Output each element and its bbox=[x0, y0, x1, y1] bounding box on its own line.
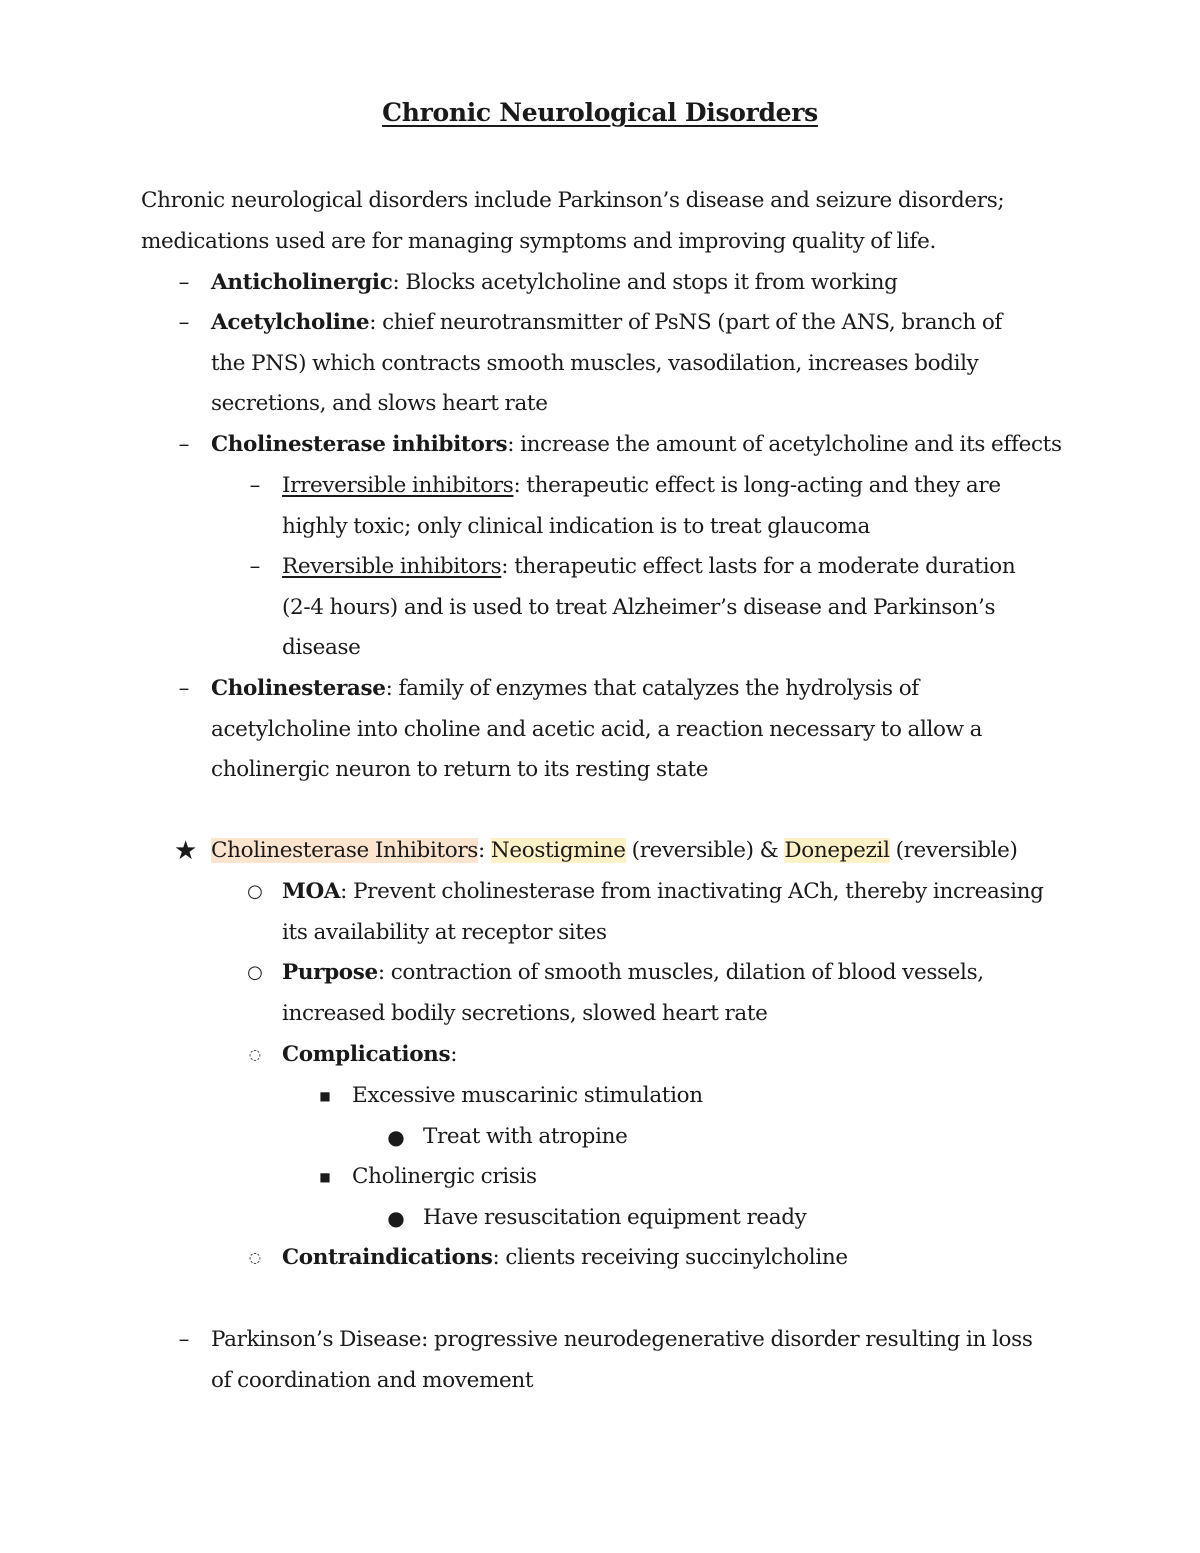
detail-term: Contraindications bbox=[282, 1245, 493, 1270]
dash-marker: – bbox=[249, 473, 261, 498]
circle-marker: ○ bbox=[247, 881, 263, 902]
subdefinition-term: Irreversible inhibitors bbox=[282, 473, 514, 498]
square-marker: ■ bbox=[319, 1089, 331, 1103]
drug-name-donepezil: Donepezil bbox=[784, 838, 890, 863]
circle-marker: ○ bbox=[247, 962, 263, 983]
complication-item: Cholinergic crisis bbox=[352, 1164, 537, 1189]
complication-subitem: Treat with atropine bbox=[423, 1124, 628, 1149]
detail-text: clients receiving succinylcholine bbox=[505, 1245, 848, 1270]
dotted-circle-marker: ◌ bbox=[248, 1250, 262, 1266]
dash-marker: – bbox=[178, 676, 190, 701]
definition-parkinsons: Parkinson’s Disease: progressive neurodegenerative disorder resulting in loss of coordination and movement bbox=[211, 1327, 1033, 1393]
definition-term: Cholinesterase bbox=[211, 676, 386, 701]
page-title: Chronic Neurological Disorders bbox=[382, 98, 818, 127]
definition-cholinesterase-inhibitors: Cholinesterase inhibitors: increase the amount of acetylcholine and its effects bbox=[211, 432, 1062, 457]
definition-cholinesterase: Cholinesterase: family of enzymes that catalyzes the hydrolysis of acetylcholine into choline and acetic acid, a reaction necessary to allow a cholinergic neuron to return to its resting state bbox=[211, 676, 983, 783]
subdefinition-irreversible: Irreversible inhibitors: therapeutic effect is long-acting and they are highly toxic; only clinical indication is to treat glaucoma bbox=[282, 473, 1001, 539]
subdefinition-term: Reversible inhibitors bbox=[282, 554, 502, 579]
definition-text: increase the amount of acetylcholine and its effects bbox=[520, 432, 1062, 457]
dash-marker: – bbox=[178, 1327, 190, 1352]
definition-term: Acetylcholine bbox=[211, 310, 370, 335]
bullet-marker: ● bbox=[387, 1125, 405, 1149]
detail-text: contraction of smooth muscles, dilation of blood vessels, increased bodily secretions, slowed heart rate bbox=[282, 960, 984, 1026]
dash-marker: – bbox=[178, 432, 190, 457]
drug-detail-purpose: Purpose: contraction of smooth muscles, dilation of blood vessels, increased bodily secretions, slowed heart rate bbox=[282, 960, 984, 1026]
subdefinition-text: therapeutic effect is long-acting and they are highly toxic; only clinical indication is to treat glaucoma bbox=[282, 473, 1001, 539]
dash-marker: – bbox=[178, 310, 190, 335]
subdefinition-text: therapeutic effect lasts for a moderate duration (2-4 hours) and is used to treat Alzheimer’s disease and Parkinson’s disease bbox=[282, 554, 1016, 661]
drug-detail-contraindications: Contraindications: clients receiving succinylcholine bbox=[282, 1245, 848, 1270]
drug-detail-moa: MOA: Prevent cholinesterase from inactivating ACh, thereby increasing its availability at receptor sites bbox=[282, 879, 1044, 945]
definition-term: Anticholinergic bbox=[211, 270, 393, 295]
complication-item: Excessive muscarinic stimulation bbox=[352, 1083, 703, 1108]
detail-term: Purpose bbox=[282, 960, 378, 985]
square-marker: ■ bbox=[319, 1170, 331, 1184]
subdefinition-reversible: Reversible inhibitors: therapeutic effect lasts for a moderate duration (2-4 hours) and is used to treat Alzheimer’s disease and Parkinson’s disease bbox=[282, 554, 1016, 661]
definition-term: Cholinesterase inhibitors bbox=[211, 432, 508, 457]
detail-term: MOA bbox=[282, 879, 341, 904]
drug-name-neostigmine: Neostigmine bbox=[490, 838, 626, 863]
detail-text: Prevent cholinesterase from inactivating ACh, thereby increasing its availability at receptor sites bbox=[282, 879, 1044, 945]
drug-detail-complications: Complications: bbox=[282, 1042, 458, 1067]
definition-anticholinergic: Anticholinergic: Blocks acetylcholine and stops it from working bbox=[211, 270, 898, 295]
intro-paragraph: Chronic neurological disorders include Parkinson’s disease and seizure disorders; medications used are for managing symptoms and improving quality of life. bbox=[141, 188, 1005, 254]
detail-term: Complications bbox=[282, 1042, 451, 1067]
bullet-marker: ● bbox=[387, 1206, 405, 1230]
star-icon: ★ bbox=[174, 836, 198, 866]
definition-acetylcholine: Acetylcholine: chief neurotransmitter of PsNS (part of the ANS, branch of the PNS) which contracts smooth muscles, vasodilation, increases bodily secretions, and slows heart rate bbox=[211, 310, 1003, 417]
dash-marker: – bbox=[249, 554, 261, 579]
dotted-circle-marker: ◌ bbox=[248, 1047, 262, 1063]
dash-marker: – bbox=[178, 270, 190, 295]
complication-subitem: Have resuscitation equipment ready bbox=[423, 1205, 807, 1230]
drug-class-name: Cholinesterase Inhibitors bbox=[211, 838, 478, 863]
definition-text: Blocks acetylcholine and stops it from working bbox=[405, 270, 898, 295]
definition-text: chief neurotransmitter of PsNS (part of the ANS, branch of the PNS) which contracts smooth muscles, vasodilation, increases bodily secretions, and slows heart rate bbox=[211, 310, 1003, 417]
definition-text: family of enzymes that catalyzes the hydrolysis of acetylcholine into choline and acetic acid, a reaction necessary to allow a cholinergic neuron to return to its resting state bbox=[211, 676, 983, 783]
drug-class-heading: Cholinesterase Inhibitors: Neostigmine (reversible) & Donepezil (reversible) bbox=[211, 838, 1018, 863]
